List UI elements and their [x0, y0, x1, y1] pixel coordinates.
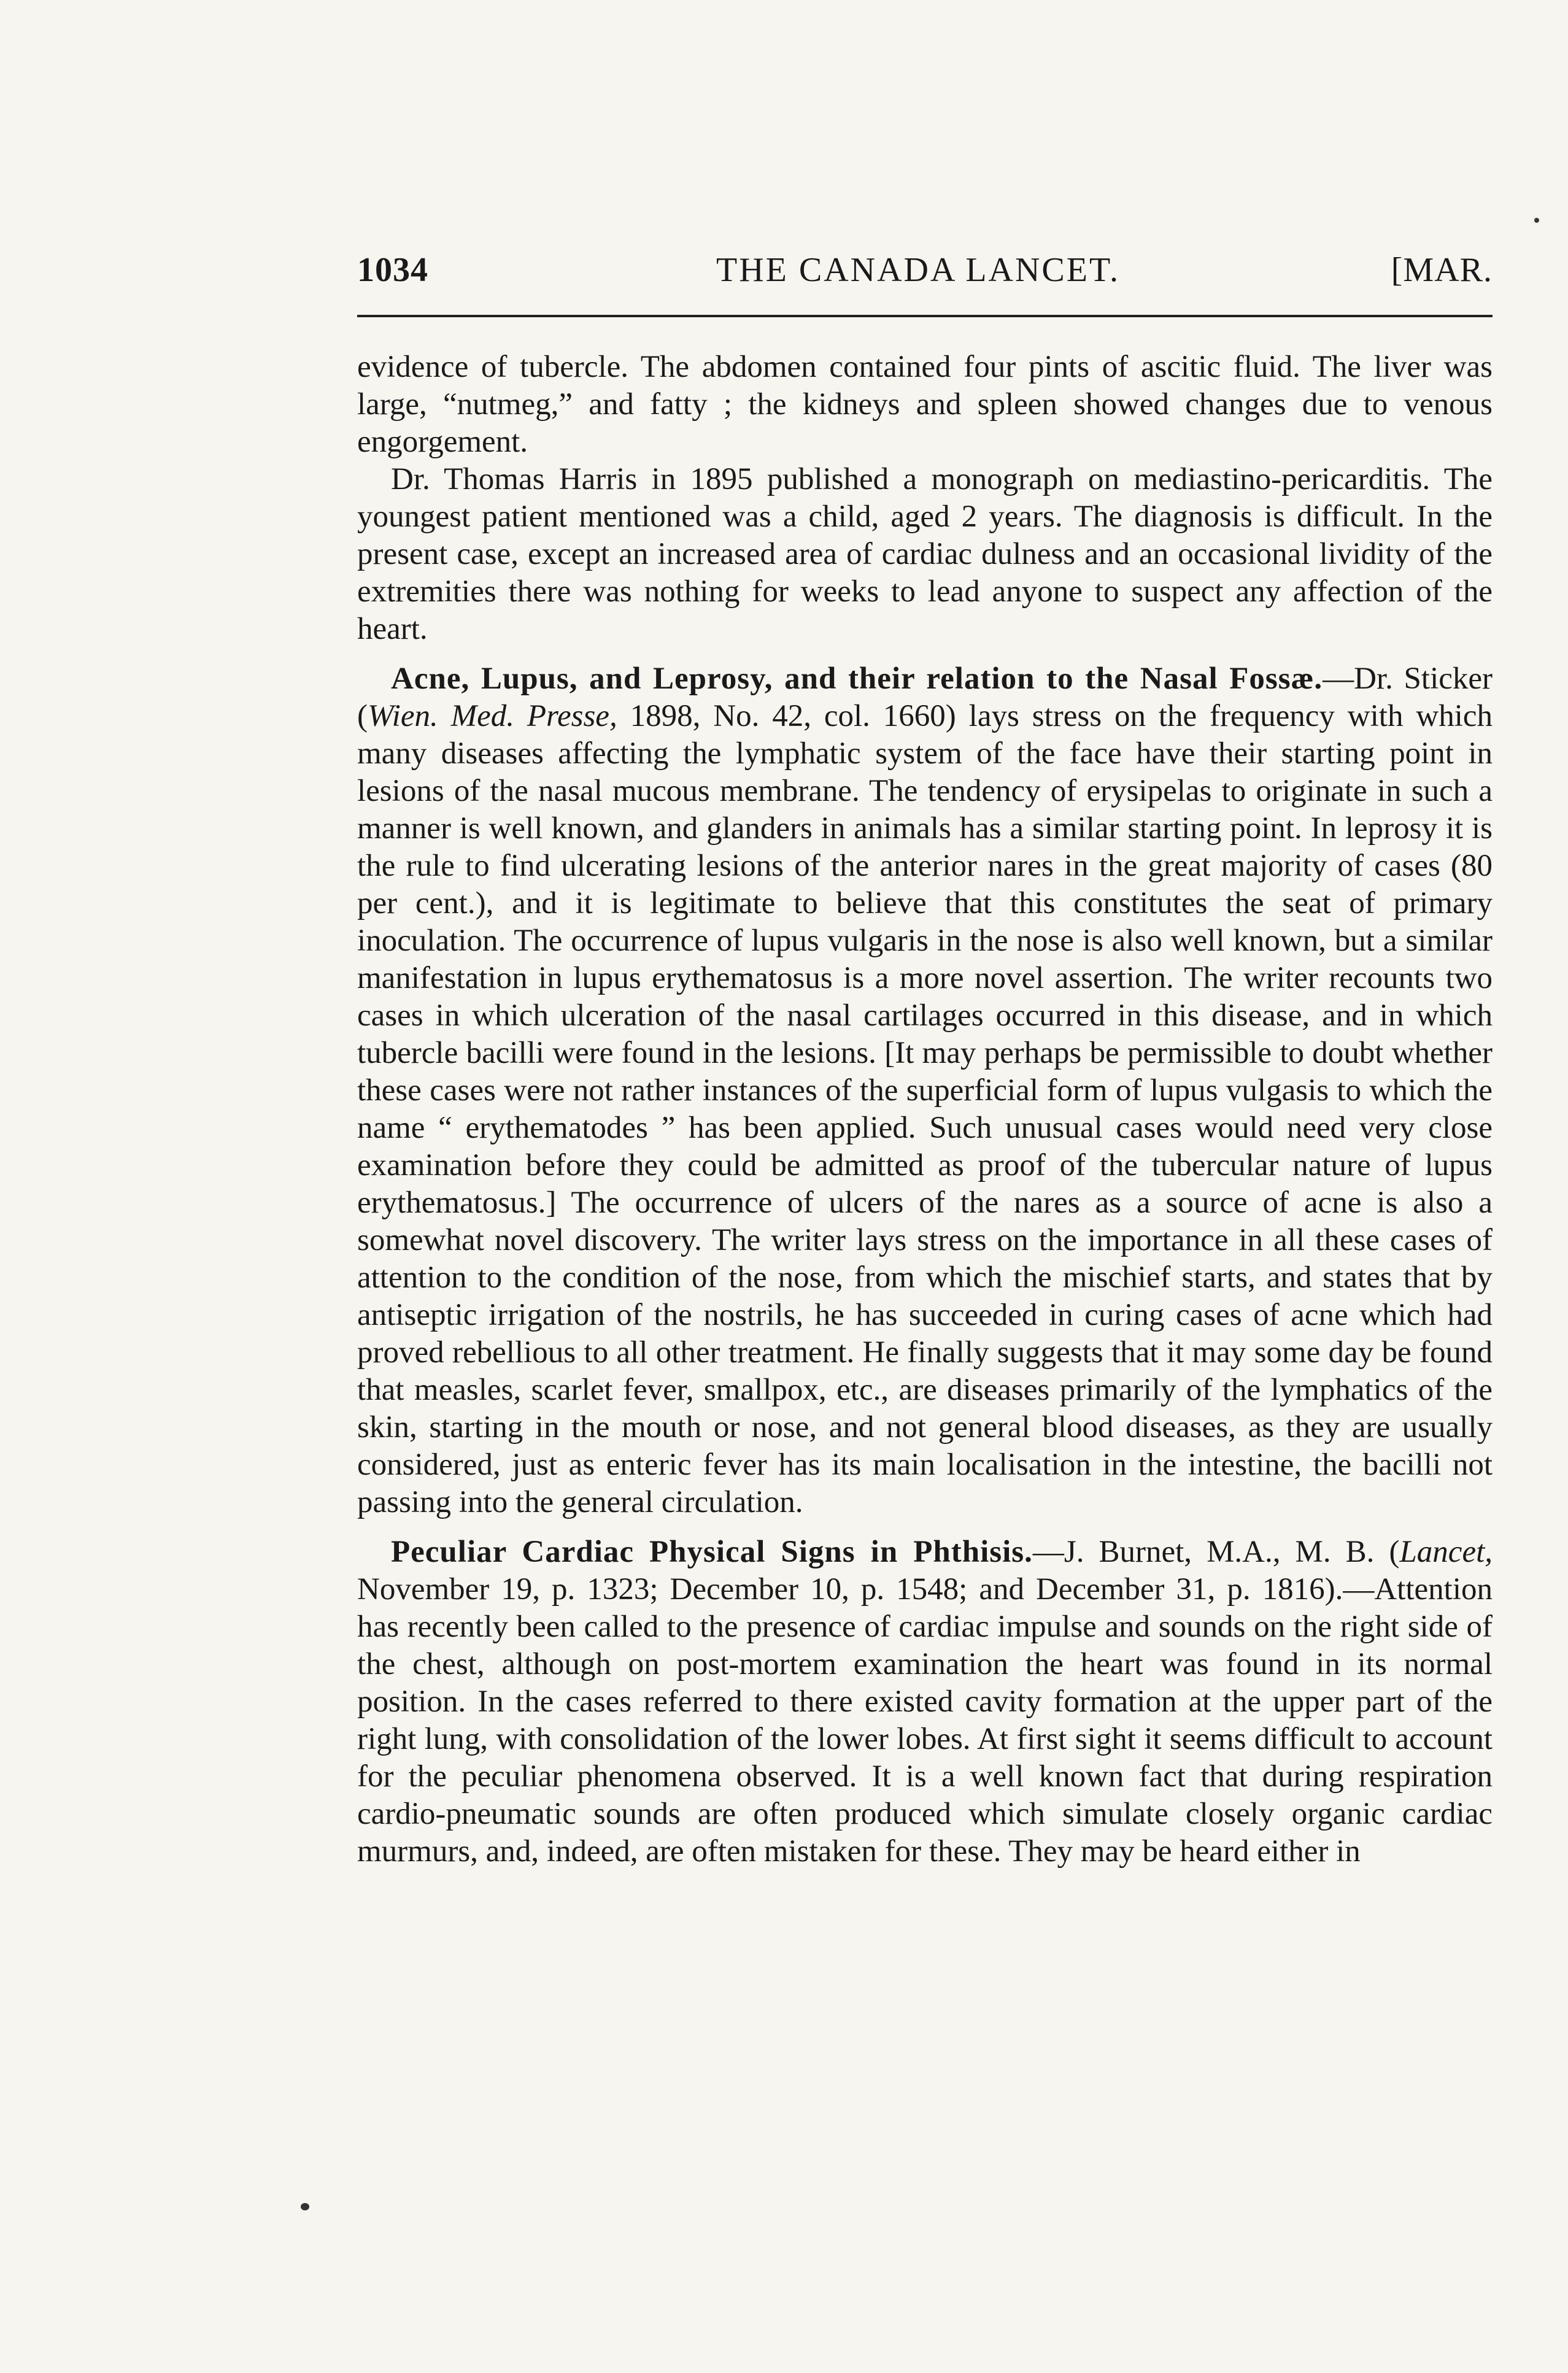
- ink-speck: [1534, 218, 1539, 223]
- author-lead: —J. Burnet, M.A., M. B. (: [1032, 1535, 1400, 1569]
- section-text: November 19, p. 1323; December 10, p. 1548; and December 31, p. 1816).—Attention has recently been called to the presence of cardiac impulse and sounds on the right side of the chest, although on post-mortem examination the heart was found in its normal position. In the cases referred to there existed cavity formation at the upper part of the right lung, with consolidation of the lower lobes. At first sight it seems difficult to account for the peculiar phenomena observed. It is a well known fact that during respiration cardio-pneumatic sounds are often produced which simulate closely organic cardiac murmurs, and, indeed, are often mistaken for these. They may be heard either in: [357, 1572, 1493, 1869]
- section-heading: Acne, Lupus, and Leprosy, and their relation to the Nasal Fossæ.: [391, 662, 1323, 696]
- page-number: 1034: [357, 251, 428, 289]
- citation-journal: Wien. Med. Presse,: [367, 699, 617, 733]
- paragraph-continuation: evidence of tubercle. The abdomen contained four pints of ascitic fluid. The liver was large, “nutmeg,” and fatty ; the kidneys and spleen showed changes due to venous engorgement.: [357, 350, 1493, 459]
- author-lead: —Dr. Sticker (: [357, 662, 1493, 733]
- section-heading: Peculiar Cardiac Physical Signs in Phthisis.: [391, 1535, 1033, 1569]
- journal-title: THE CANADA LANCET.: [716, 251, 1121, 289]
- citation-journal: Lancet,: [1399, 1535, 1493, 1569]
- section-cardiac-signs-phthisis: [357, 1534, 1493, 1870]
- section-text: 1898, No. 42, col. 1660) lays stress on the frequency with which many diseases affecting the lymphatic system of the face have their starting point in lesions of the nasal mucous membrane. The tendency of erysipelas to originate in such a manner is well known, and glanders in animals has a similar starting point. In leprosy it is the rule to find ulcerating lesions of the anterior nares in the great majority of cases (80 per cent.), and it is legitimate to believe that this constitutes the seat of primary inoculation. The occurrence of lupus vulgaris in the nose is also well known, but a similar manifestation in lupus erythematosus is a more novel assertion. The writer recounts two cases in which ulceration of the nasal cartilages occurred in this disease, and in which tubercle bacilli were found in the lesions. [It may perhaps be permissible to doubt whether these cases were not rather instances of the superficial form of lupus vulgasis to which the name “ erythematodes ” has been applied. Such unusual cases would need very close examination before they could be admitted as proof of the tubercular nature of lupus erythematosus.] The occurrence of ulcers of the nares as a source of acne is also a somewhat novel discovery. The writer lays stress on the importance in all these cases of attention to the condition of the nose, from which the mischief starts, and states that by antiseptic irrigation of the nostrils, he has succeeded in curing cases of acne which had proved rebellious to all other treatment. He finally suggests that it may some day be found that measles, scarlet fever, smallpox, etc., are diseases primarily of the lymphatics of the skin, starting in the mouth or nose, and not general blood diseases, as they are usually considered, just as enteric fever has its main localisation in the intestine, the bacilli not passing into the general circulation.: [357, 699, 1493, 1519]
- paragraph-harris: Dr. Thomas Harris in 1895 published a monograph on mediastino-pericarditis. The youngest patient mentioned was a child, aged 2 years. The diagnosis is difficult. In the present case, except an increased area of cardiac dulness and an occasional lividity of the extremities there was nothing for weeks to lead anyone to suspect any affection of the heart.: [357, 462, 1493, 646]
- issue-month: [MAR.: [1391, 251, 1493, 289]
- section-acne-lupus-leprosy: [357, 660, 1493, 1521]
- header-rule: [357, 315, 1493, 317]
- ink-smudge: [301, 2203, 309, 2210]
- running-head: [357, 250, 1493, 299]
- article-body: [357, 349, 1493, 1870]
